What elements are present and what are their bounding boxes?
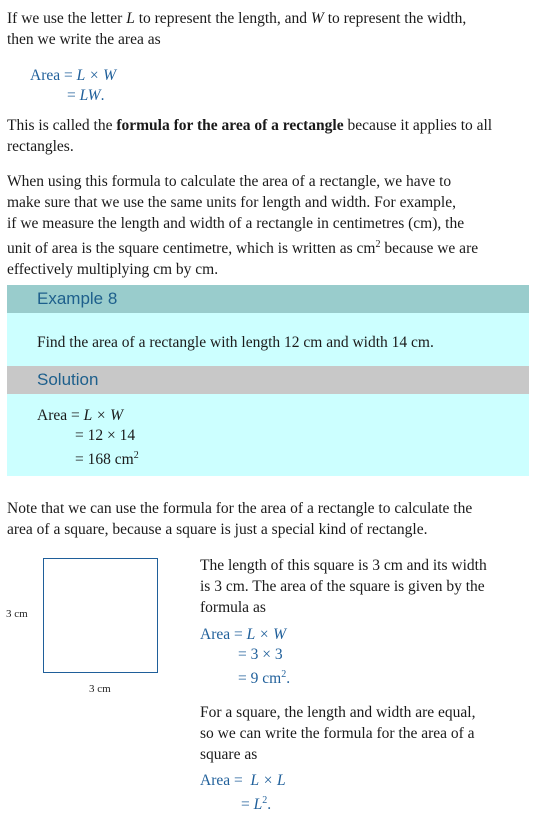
example-title: Example 8 [37,289,118,308]
square-note-paragraph [7,498,532,540]
solution-step: = 12 × 14 [75,427,136,444]
intro-paragraph [7,8,532,50]
paragraph-text: area of a square, because a square is just a special kind of rectangle. [7,521,428,538]
equals: = [241,796,254,814]
paragraph-text: because we are [380,240,479,258]
paragraph-text: rectangles. [7,138,74,155]
formula-expression: L × W [83,407,124,424]
bottom-length-label: 3 cm [89,683,111,695]
calc-step: = 3 × 3 [238,646,283,663]
intro-text: If we use the letter [7,10,127,27]
formula-expression: LW [79,87,101,104]
square-calculation [200,625,290,689]
var-L: L [126,10,135,27]
calc-step [200,665,290,689]
superscript: 2 [281,669,287,680]
solution-body [7,394,529,476]
side-length-label: 3 cm [6,608,28,620]
solution-working [37,406,139,470]
example-question: Find the area of a rectangle with length 12 cm and width 14 cm. [37,334,434,351]
square-text [200,555,532,618]
formula-label: Area = [37,407,84,424]
paragraph-text: is 3 cm. The area of the square is given by the [200,578,485,595]
formula-expression: L × L [250,772,286,789]
formula-expression: L × W [76,67,117,84]
paragraph-text: This is called the [7,117,117,134]
superscript: 2 [375,239,381,250]
paragraph-text: Note that we can use the formula for the area of a rectangle to calculate the [7,500,473,517]
intro-text: to represent the length, and [134,10,311,27]
solution-title: Solution [37,370,99,389]
paragraph-text: unit of area is the square centimetre, which is written as cm [7,240,376,258]
intro-text: then we write the area as [7,31,161,48]
square-formula-text [200,702,532,765]
formula-label: Area = [200,772,247,789]
formula-label: Area = [30,67,77,84]
paragraph-text: effectively multiplying cm by cm. [7,261,219,279]
period: . [286,670,291,688]
paragraph-text: The length of this square is 3 cm and its width [200,557,487,574]
formula-expression: L × W [246,626,287,643]
square-formula [200,771,286,815]
paragraph-text: square as [200,746,258,763]
solution-header [7,366,529,394]
paragraph-text: For a square, the length and width are equal, [200,704,476,721]
paragraph-text: make sure that we use the same units for length and width. For example, [7,194,456,211]
equals: = [67,87,80,104]
var-L: L [253,796,263,814]
solution-step [37,446,139,470]
paragraph-text: because it applies to all [343,117,493,134]
bold-term: formula for the area of a rectangle [116,117,344,134]
formula-paragraph [7,115,532,157]
period: . [267,796,272,814]
units-paragraph [7,171,532,280]
result: = 168 cm [75,451,134,469]
paragraph-text: formula as [200,599,266,616]
period: . [100,87,105,104]
paragraph-text: if we measure the length and width of a rectangle in centimetres (cm), the [7,215,465,232]
example-body [7,313,529,366]
example-header [7,285,529,313]
formula-label: Area = [200,626,247,643]
superscript: 2 [262,795,268,806]
area-formula [30,66,116,106]
superscript: 2 [133,450,139,461]
intro-text: to represent the width, [323,10,467,27]
var-W: W [310,10,324,27]
result: = 9 cm [238,670,282,688]
square-diagram [43,558,158,673]
paragraph-text: so we can write the formula for the area of a [200,725,475,742]
paragraph-text: When using this formula to calculate the area of a rectangle, we have to [7,173,452,190]
